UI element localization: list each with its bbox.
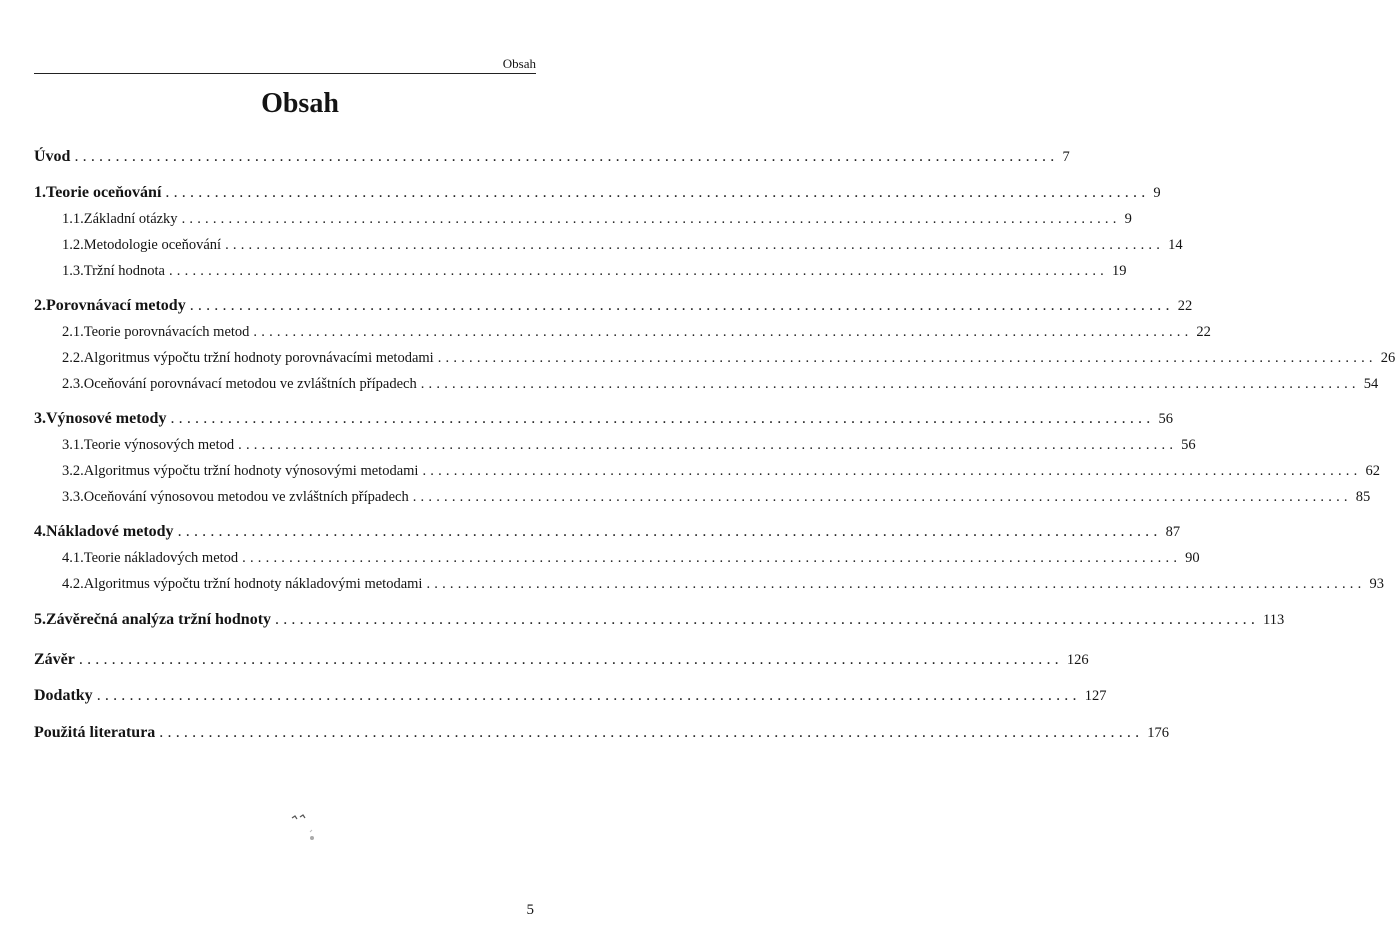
entry-number: 4.2. bbox=[62, 576, 84, 592]
dot-leader: ........................................................................................................................ bbox=[189, 297, 1174, 314]
entry-number: 3. bbox=[34, 410, 46, 427]
entry-title: Teorie oceňování bbox=[46, 184, 162, 201]
entry-number: 4. bbox=[34, 523, 46, 540]
entry-page-number: 9 bbox=[1153, 185, 1161, 201]
entry-title: Algoritmus výpočtu tržní hodnoty porovnávacími metodami bbox=[83, 350, 434, 366]
entry-title: Základní otázky bbox=[83, 211, 178, 227]
entry-title: Použitá literatura bbox=[34, 724, 156, 741]
entry-title: Teorie porovnávacích metod bbox=[83, 324, 250, 340]
dot-leader: ........................................................................................................................ bbox=[437, 350, 1377, 366]
entry-page-number: 93 bbox=[1369, 576, 1384, 592]
entry-page-number: 85 bbox=[1355, 489, 1371, 505]
entry-number: 3.3. bbox=[62, 489, 84, 505]
entry-number: 1.2. bbox=[62, 237, 84, 253]
entry-title: Porovnávací metody bbox=[46, 297, 186, 314]
toc-chapter-entry bbox=[34, 724, 1170, 742]
entry-number: 1. bbox=[34, 184, 46, 201]
entry-page-number: 9 bbox=[1124, 211, 1132, 227]
toc-section-entry bbox=[62, 462, 1380, 480]
entry-page-number: 56 bbox=[1181, 437, 1196, 453]
entry-number: 1.3. bbox=[62, 263, 84, 279]
ornament-icon bbox=[288, 812, 318, 846]
entry-number: 2.1. bbox=[62, 324, 84, 340]
dot-leader: ........................................................................................................................ bbox=[96, 687, 1081, 704]
entry-number: 2.2. bbox=[62, 350, 84, 366]
toc-section-entry bbox=[62, 349, 1395, 367]
dot-leader: ........................................................................................................................ bbox=[242, 550, 1182, 566]
entry-number: 3.2. bbox=[62, 463, 84, 479]
dot-leader: ........................................................................................................................ bbox=[426, 576, 1366, 592]
toc-section-entry bbox=[62, 323, 1211, 341]
toc-section-entry bbox=[62, 488, 1371, 506]
entry-page-number: 14 bbox=[1168, 237, 1183, 253]
toc-section-entry bbox=[62, 210, 1132, 228]
page-number: 5 bbox=[526, 902, 534, 918]
dot-leader: ........................................................................................................................ bbox=[253, 324, 1193, 340]
toc-chapter-entry bbox=[34, 523, 1181, 541]
toc-section-entry bbox=[62, 375, 1379, 393]
entry-title: Teorie nákladových metod bbox=[83, 550, 239, 566]
dot-leader: ........................................................................................................................ bbox=[159, 724, 1144, 741]
dot-leader: ........................................................................................................................ bbox=[168, 263, 1108, 279]
entry-page-number: 127 bbox=[1084, 688, 1107, 704]
entry-page-number: 87 bbox=[1165, 524, 1181, 540]
entry-title: Algoritmus výpočtu tržní hodnoty výnosovými metodami bbox=[83, 463, 419, 479]
dot-leader: ........................................................................................................................ bbox=[275, 611, 1260, 628]
entry-number: 5. bbox=[34, 611, 46, 628]
page-title: Obsah bbox=[261, 88, 339, 119]
entry-page-number: 22 bbox=[1177, 298, 1193, 314]
entry-number: 1.1. bbox=[62, 211, 84, 227]
entry-page-number: 90 bbox=[1185, 550, 1200, 566]
dot-leader: ........................................................................................................................ bbox=[238, 437, 1178, 453]
dot-leader: ........................................................................................................................ bbox=[420, 376, 1360, 392]
entry-title: Tržní hodnota bbox=[83, 263, 165, 279]
entry-number: 2.3. bbox=[62, 376, 84, 392]
toc-section-entry bbox=[62, 436, 1196, 454]
toc-chapter-entry bbox=[34, 410, 1173, 428]
entry-page-number: 113 bbox=[1263, 612, 1285, 628]
dot-leader: ........................................................................................................................ bbox=[74, 148, 1059, 165]
entry-page-number: 22 bbox=[1196, 324, 1211, 340]
entry-page-number: 54 bbox=[1363, 376, 1379, 392]
toc-chapter-entry bbox=[34, 148, 1070, 166]
dot-leader: ........................................................................................................................ bbox=[422, 463, 1362, 479]
entry-title: Metodologie oceňování bbox=[83, 237, 222, 253]
entry-title: Závěr bbox=[34, 651, 75, 668]
entry-title: Nákladové metody bbox=[46, 523, 174, 540]
entry-title: Oceňování porovnávací metodou ve zvláštních případech bbox=[83, 376, 417, 392]
dot-leader: ........................................................................................................................ bbox=[181, 211, 1121, 227]
entry-title: Algoritmus výpočtu tržní hodnoty nákladovými metodami bbox=[83, 576, 423, 592]
entry-number: 3.1. bbox=[62, 437, 84, 453]
dot-leader: ........................................................................................................................ bbox=[225, 237, 1165, 253]
entry-title: Výnosové metody bbox=[46, 410, 167, 427]
entry-page-number: 7 bbox=[1062, 149, 1070, 165]
entry-page-number: 126 bbox=[1066, 652, 1089, 668]
header-rule bbox=[34, 73, 536, 74]
toc-chapter-entry bbox=[34, 611, 1285, 629]
dot-leader: ........................................................................................................................ bbox=[177, 523, 1162, 540]
toc-section-entry bbox=[62, 236, 1183, 254]
toc-chapter-entry bbox=[34, 651, 1089, 669]
entry-page-number: 26 bbox=[1380, 350, 1395, 366]
entry-title: Teorie výnosových metod bbox=[83, 437, 235, 453]
toc-section-entry bbox=[62, 262, 1127, 280]
entry-number: 4.1. bbox=[62, 550, 84, 566]
dot-leader: ........................................................................................................................ bbox=[412, 489, 1352, 505]
entry-page-number: 176 bbox=[1147, 725, 1170, 741]
entry-number: 2. bbox=[34, 297, 46, 314]
dot-leader: ........................................................................................................................ bbox=[165, 184, 1150, 201]
entry-page-number: 56 bbox=[1158, 411, 1173, 427]
toc-chapter-entry bbox=[34, 687, 1107, 705]
entry-title: Úvod bbox=[34, 148, 71, 165]
toc-chapter-entry bbox=[34, 297, 1193, 315]
dot-leader: ........................................................................................................................ bbox=[170, 410, 1155, 427]
entry-title: Dodatky bbox=[34, 687, 93, 704]
entry-page-number: 62 bbox=[1365, 463, 1380, 479]
toc-chapter-entry bbox=[34, 184, 1161, 202]
toc-section-entry bbox=[62, 549, 1200, 567]
entry-title: Závěrečná analýza tržní hodnoty bbox=[46, 611, 272, 628]
entry-title: Oceňování výnosovou metodou ve zvláštních případech bbox=[83, 489, 409, 505]
dot-leader: ........................................................................................................................ bbox=[78, 651, 1063, 668]
entry-page-number: 19 bbox=[1111, 263, 1127, 279]
toc-section-entry bbox=[62, 575, 1384, 593]
running-header: Obsah bbox=[502, 56, 536, 71]
